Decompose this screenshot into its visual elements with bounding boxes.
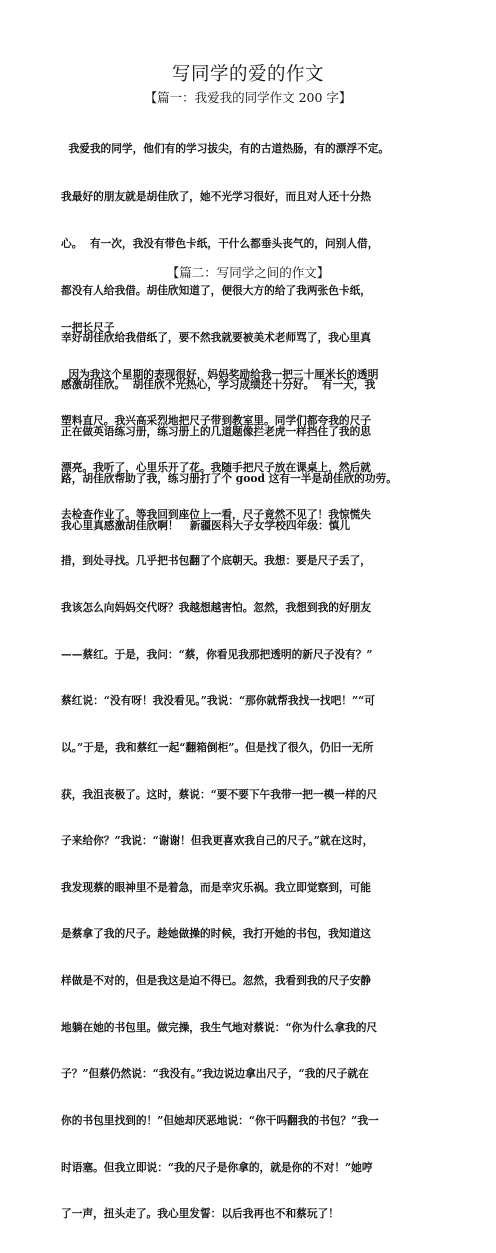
text-line: 地躺在她的书包里。做完操，我生气地对蔡说：“你为什么拿我的尺 [61,1020,378,1034]
text-line: 路，胡佳欣帮助了我，练习册打了个 good 这有一半是胡佳欣的功劳。 [61,472,397,486]
text-line: 措，到处寻找。几乎把书包翻了个底朝天。我想：要是尺子丢了， [61,554,371,568]
text-line: 获，我沮丧极了。这时，蔡说：“要不要下午我带一把一模一样的尺 [61,787,378,801]
text-line: 都没有人给我借。胡佳欣知道了，便很大方的给了我两张色卡纸， [61,283,371,297]
section-heading-2: 【篇二：写同学之间的作文】 [166,265,330,280]
text-line: 子？”但蔡仍然说：“我没有。”我边说边拿出尺子，“我的尺子就在 [61,1067,369,1081]
text-line: 了一声，扭头走了。我心里发誓：以后我再也不和蔡玩了！ [61,1207,339,1221]
section-heading-1: 【篇一：我爱我的同学作文 200 字】 [144,90,352,105]
text-line: 幸好胡佳欣给我借纸了，要不然我就要被美术老师骂了，我心里真 [61,330,371,344]
text-line: 我心里真感激胡佳欣啊！ 新疆医科大子女学校四年级：慎儿 [61,519,351,533]
text-line: 蔡红说：“没有呀！我没看见。”我说：“那你就帮我找一找吧！”“可 [61,694,375,708]
text-line: 是蔡拿了我的尺子。趁她做操的时候，我打开她的书包，我知道这 [61,927,371,941]
text-line: 时语塞。但我立即说：“我的尺子是你拿的，就是你的不对！”她哼 [61,1160,373,1174]
text-line: 我该怎么向妈妈交代呀？我越想越害怕。忽然，我想到我的好朋友 [61,600,371,614]
text-line: 心。 有一次，我没有带色卡纸，干什么都垂头丧气的，问别人借， [61,236,379,250]
text-line: 样做是不对的，但是我这是迫不得已。忽然，我看到我的尺子安静 [61,974,371,988]
text-line: 我爱我的同学，他们有的学习拔尖，有的古道热肠，有的漂浮不定。 [61,142,390,156]
text-line: 我最好的朋友就是胡佳欣了，她不光学习很好，而且对人还十分热 [61,189,371,203]
text-line: 感激胡佳欣。 胡佳欣不光热心，学习成绩还十分好。 有一天，我 [61,377,376,391]
text-line: 正在做英语练习册，练习册上的几道题像拦老虎一样挡住了我的思 [61,425,371,439]
text-line: 你的书包里找到的！”但她却厌恶地说：“你干吗翻我的书包？”我一 [61,1113,379,1127]
text-line: 塑料直尺。我兴高采烈地把尺子带到教室里。同学们都夸我的尺子 [61,414,371,428]
section-2-paragraph [61,289,379,1253]
text-line: 子来给你？”我说：“谢谢！但我更喜欢我自己的尺子。”就在这时， [61,834,374,848]
story-title: 一把长尺子 [61,321,115,335]
text-line: 我发现蔡的眼神里不是着急，而是幸灾乐祸。我立即觉察到，可能 [61,880,371,894]
text-line: 去检查作业了。等我回到座位上一看，尺子竟然不见了！我惊慌失 [61,507,371,521]
text-line: 漂亮。我听了，心里乐开了花。我随手把尺子放在课桌上，然后就 [61,461,371,475]
text-line: ——蔡红。于是，我问：“蔡，你看见我那把透明的新尺子没有？” [61,647,373,661]
text-line: 因为我这个星期的表现很好，妈妈奖励给我一把三十厘米长的透明 [61,367,379,381]
text-line: 以。”于是，我和蔡红一起“翻箱倒柜”。但是找了很久，仍旧一无所 [61,740,374,754]
document-title: 写同学的爱的作文 [171,64,324,85]
